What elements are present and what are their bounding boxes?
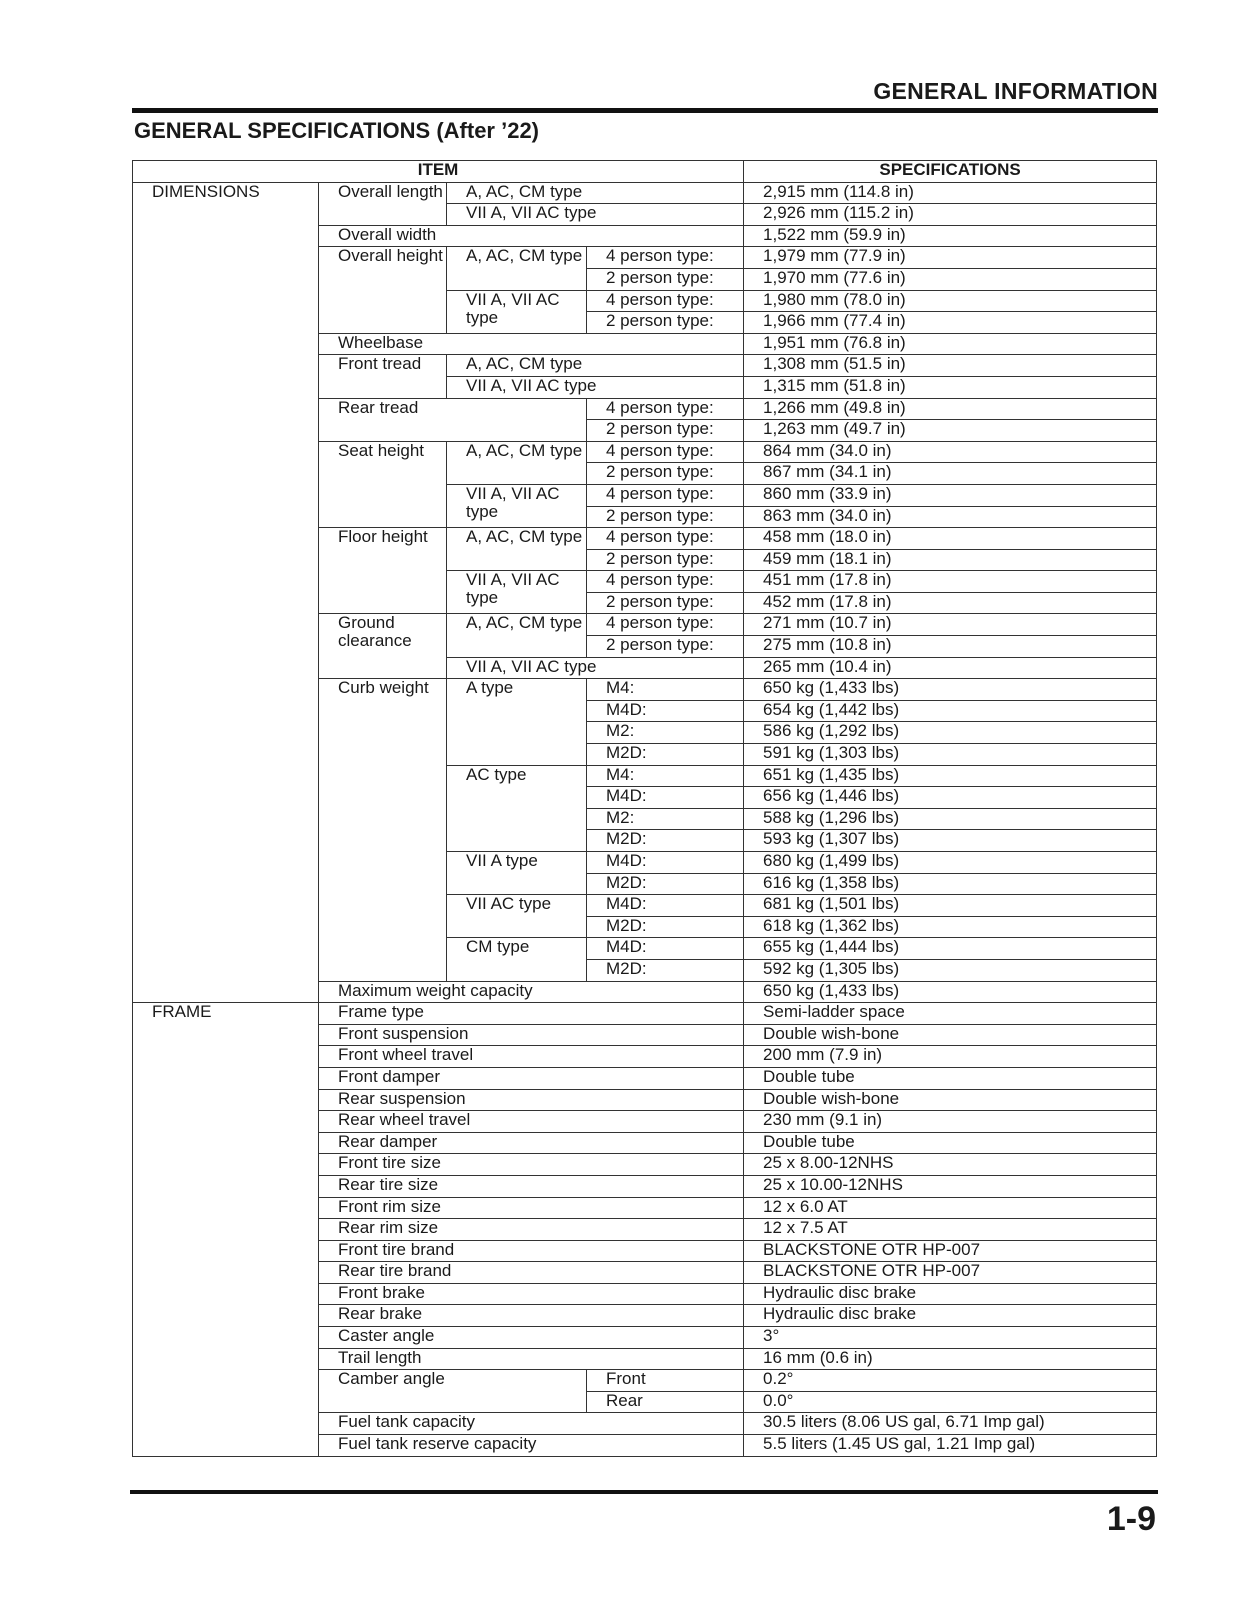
spec-value: 2,926 mm (115.2 in): [744, 204, 1157, 226]
table-cell: VII AC type: [447, 895, 587, 938]
spec-value: 591 kg (1,303 lbs): [744, 744, 1157, 766]
spec-value: Double wish-bone: [744, 1024, 1157, 1046]
footer-rule: [130, 1490, 1158, 1494]
page-number: 1-9: [1106, 1500, 1156, 1538]
spec-value: 12 x 6.0 AT: [744, 1197, 1157, 1219]
item-label: Frame type: [319, 1003, 744, 1025]
table-cell: VII A, VII AC type: [447, 204, 744, 226]
spec-value: 1,315 mm (51.8 in): [744, 376, 1157, 398]
spec-value: 1,522 mm (59.9 in): [744, 225, 1157, 247]
spec-value: 3°: [744, 1327, 1157, 1349]
table-cell: 4 person type:: [587, 571, 744, 593]
spec-value: 0.0°: [744, 1391, 1157, 1413]
item-label: Front tire size: [319, 1154, 744, 1176]
item-label: Rear tire brand: [319, 1262, 744, 1284]
spec-value: Double tube: [744, 1067, 1157, 1089]
table-cell: 2 person type:: [587, 592, 744, 614]
table-cell: CM type: [447, 938, 587, 981]
spec-value: 16 mm (0.6 in): [744, 1348, 1157, 1370]
table-cell: 4 person type:: [587, 614, 744, 636]
spec-value: 1,263 mm (49.7 in): [744, 420, 1157, 442]
table-cell: 2 person type:: [587, 463, 744, 485]
item-label: Overall height: [319, 247, 447, 333]
spec-value: 452 mm (17.8 in): [744, 592, 1157, 614]
spec-value: Hydraulic disc brake: [744, 1305, 1157, 1327]
table-cell: M4D:: [587, 938, 744, 960]
spec-value: 651 kg (1,435 lbs): [744, 765, 1157, 787]
table-row: [133, 161, 1157, 183]
group-label-dimensions: DIMENSIONS: [133, 182, 319, 1003]
item-column-header: ITEM: [133, 161, 744, 183]
spec-value: Semi-ladder space: [744, 1003, 1157, 1025]
spec-value: 451 mm (17.8 in): [744, 571, 1157, 593]
spec-value: BLACKSTONE OTR HP-007: [744, 1240, 1157, 1262]
item-label: Rear brake: [319, 1305, 744, 1327]
spec-value: 230 mm (9.1 in): [744, 1111, 1157, 1133]
table-cell: 2 person type:: [587, 268, 744, 290]
table-cell: M2D:: [587, 873, 744, 895]
item-label: Front damper: [319, 1067, 744, 1089]
spec-value: Double wish-bone: [744, 1089, 1157, 1111]
item-label: Trail length: [319, 1348, 744, 1370]
item-label: Rear damper: [319, 1132, 744, 1154]
table-cell: 4 person type:: [587, 528, 744, 550]
table-cell: A, AC, CM type: [447, 441, 587, 484]
item-label: Front tread: [319, 355, 447, 398]
table-row: [133, 182, 1157, 204]
table-cell: A, AC, CM type: [447, 247, 587, 290]
table-cell: M4D:: [587, 895, 744, 917]
table-cell: VII A, VII AC type: [447, 376, 744, 398]
spec-value: 1,970 mm (77.6 in): [744, 268, 1157, 290]
spec-value: 1,308 mm (51.5 in): [744, 355, 1157, 377]
item-label: Ground clearance: [319, 614, 447, 679]
item-label: Curb weight: [319, 679, 447, 981]
spec-value: 200 mm (7.9 in): [744, 1046, 1157, 1068]
table-cell: VII A, VII AC type: [447, 657, 744, 679]
spec-value: 616 kg (1,358 lbs): [744, 873, 1157, 895]
table-cell: A, AC, CM type: [447, 182, 744, 204]
spec-value: 25 x 8.00-12NHS: [744, 1154, 1157, 1176]
table-cell: Front: [587, 1370, 744, 1392]
table-cell: 4 person type:: [587, 484, 744, 506]
item-label: Wheelbase: [319, 333, 744, 355]
spec-value: 655 kg (1,444 lbs): [744, 938, 1157, 960]
spec-value: 271 mm (10.7 in): [744, 614, 1157, 636]
spec-value: Double tube: [744, 1132, 1157, 1154]
spec-value: 1,266 mm (49.8 in): [744, 398, 1157, 420]
table-cell: Rear: [587, 1391, 744, 1413]
item-label: Floor height: [319, 528, 447, 614]
table-cell: M2:: [587, 808, 744, 830]
table-cell: 2 person type:: [587, 312, 744, 334]
item-label: Seat height: [319, 441, 447, 527]
table-cell: M4D:: [587, 700, 744, 722]
spec-value: 1,979 mm (77.9 in): [744, 247, 1157, 269]
item-label: Caster angle: [319, 1327, 744, 1349]
item-label: Front suspension: [319, 1024, 744, 1046]
group-label-frame: FRAME: [133, 1003, 319, 1456]
spec-value: 593 kg (1,307 lbs): [744, 830, 1157, 852]
spec-value: 1,980 mm (78.0 in): [744, 290, 1157, 312]
table-cell: M4:: [587, 679, 744, 701]
spec-value: 867 mm (34.1 in): [744, 463, 1157, 485]
spec-value: 459 mm (18.1 in): [744, 549, 1157, 571]
spec-value: 588 kg (1,296 lbs): [744, 808, 1157, 830]
table-cell: 2 person type:: [587, 506, 744, 528]
item-label: Fuel tank capacity: [319, 1413, 744, 1435]
table-cell: A, AC, CM type: [447, 528, 587, 571]
spec-value: 654 kg (1,442 lbs): [744, 700, 1157, 722]
table-cell: VII A, VII AC type: [447, 571, 587, 614]
spec-value: 458 mm (18.0 in): [744, 528, 1157, 550]
table-cell: 4 person type:: [587, 398, 744, 420]
spec-value: BLACKSTONE OTR HP-007: [744, 1262, 1157, 1284]
specifications-table: [132, 160, 1157, 1457]
item-label: Maximum weight capacity: [319, 981, 744, 1003]
spec-value: 5.5 liters (1.45 US gal, 1.21 Imp gal): [744, 1435, 1157, 1457]
item-label: Overall width: [319, 225, 744, 247]
item-label: Front brake: [319, 1283, 744, 1305]
item-label: Front rim size: [319, 1197, 744, 1219]
item-label: Rear wheel travel: [319, 1111, 744, 1133]
table-row: [133, 1003, 1157, 1025]
table-cell: M2D:: [587, 916, 744, 938]
spec-value: 1,966 mm (77.4 in): [744, 312, 1157, 334]
item-label: Rear tire size: [319, 1175, 744, 1197]
item-label: Overall length: [319, 182, 447, 225]
table-cell: 4 person type:: [587, 247, 744, 269]
table-cell: 4 person type:: [587, 441, 744, 463]
page-title: GENERAL SPECIFICATIONS (After ’22): [134, 118, 540, 143]
spec-value: 860 mm (33.9 in): [744, 484, 1157, 506]
section-header: GENERAL INFORMATION: [873, 78, 1158, 104]
spec-value: 650 kg (1,433 lbs): [744, 679, 1157, 701]
table-cell: VII A type: [447, 852, 587, 895]
table-cell: A, AC, CM type: [447, 355, 744, 377]
header-rule: [132, 108, 1158, 113]
spec-value: 30.5 liters (8.06 US gal, 6.71 Imp gal): [744, 1413, 1157, 1435]
spec-value: 0.2°: [744, 1370, 1157, 1392]
item-label: Camber angle: [319, 1370, 587, 1413]
item-label: Front tire brand: [319, 1240, 744, 1262]
table-cell: AC type: [447, 765, 587, 851]
spec-value: 618 kg (1,362 lbs): [744, 916, 1157, 938]
spec-value: 863 mm (34.0 in): [744, 506, 1157, 528]
table-cell: M4D:: [587, 852, 744, 874]
spec-column-header: SPECIFICATIONS: [744, 161, 1157, 183]
spec-value: 681 kg (1,501 lbs): [744, 895, 1157, 917]
spec-value: 2,915 mm (114.8 in): [744, 182, 1157, 204]
table-cell: VII A, VII AC type: [447, 484, 587, 527]
spec-value: 586 kg (1,292 lbs): [744, 722, 1157, 744]
spec-value: 650 kg (1,433 lbs): [744, 981, 1157, 1003]
table-cell: VII A, VII AC type: [447, 290, 587, 333]
table-cell: 4 person type:: [587, 290, 744, 312]
spec-value: 656 kg (1,446 lbs): [744, 787, 1157, 809]
table-cell: M4:: [587, 765, 744, 787]
spec-value: 12 x 7.5 AT: [744, 1219, 1157, 1241]
table-cell: A type: [447, 679, 587, 765]
spec-value: 25 x 10.00-12NHS: [744, 1175, 1157, 1197]
table-cell: M2:: [587, 722, 744, 744]
table-cell: 2 person type:: [587, 636, 744, 658]
item-label: Rear rim size: [319, 1219, 744, 1241]
spec-value: 864 mm (34.0 in): [744, 441, 1157, 463]
table-cell: M2D:: [587, 830, 744, 852]
item-label: Rear tread: [319, 398, 587, 441]
spec-value: 680 kg (1,499 lbs): [744, 852, 1157, 874]
spec-value: 275 mm (10.8 in): [744, 636, 1157, 658]
table-cell: A, AC, CM type: [447, 614, 587, 657]
item-label: Fuel tank reserve capacity: [319, 1435, 744, 1457]
spec-value: 265 mm (10.4 in): [744, 657, 1157, 679]
table-cell: M2D:: [587, 744, 744, 766]
item-label: Front wheel travel: [319, 1046, 744, 1068]
table-cell: 2 person type:: [587, 420, 744, 442]
item-label: Rear suspension: [319, 1089, 744, 1111]
table-cell: M4D:: [587, 787, 744, 809]
table-cell: 2 person type:: [587, 549, 744, 571]
spec-value: Hydraulic disc brake: [744, 1283, 1157, 1305]
table-cell: M2D:: [587, 959, 744, 981]
spec-value: 1,951 mm (76.8 in): [744, 333, 1157, 355]
spec-value: 592 kg (1,305 lbs): [744, 959, 1157, 981]
